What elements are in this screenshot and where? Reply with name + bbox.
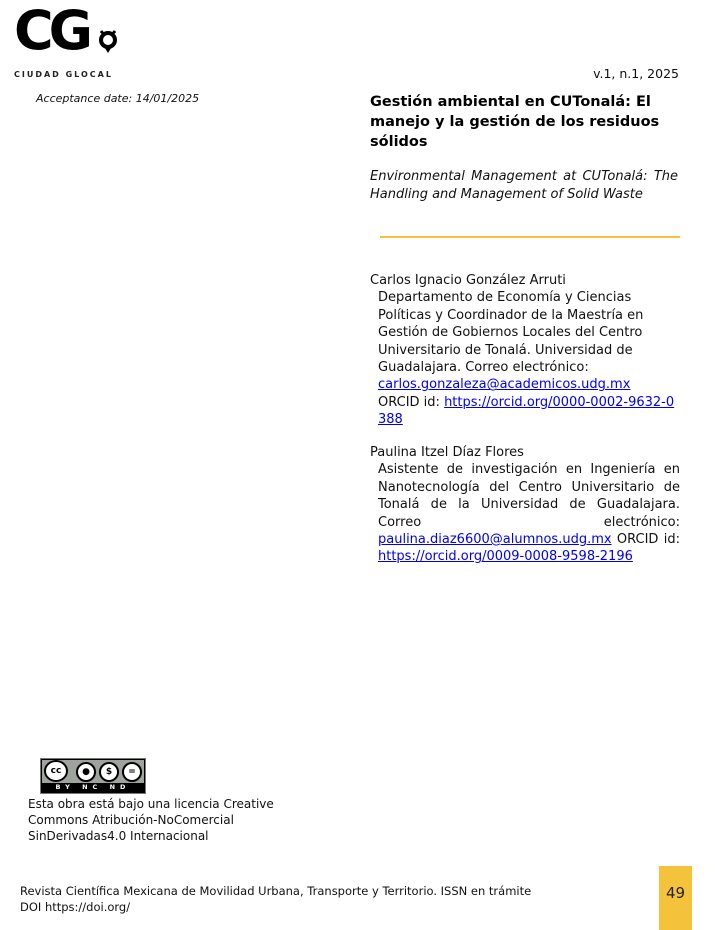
noderivatives-icon: = bbox=[122, 762, 142, 782]
author-email-link[interactable]: carlos.gonzaleza@academicos.udg.mx bbox=[378, 377, 631, 393]
orcid-link[interactable]: https://orcid.org/0009-0008-9598-2196 bbox=[378, 549, 633, 565]
license-text: Esta obra está bajo una licencia Creative Commons Atribución-NoComercial SinDerivadas4.0 Internacional bbox=[28, 797, 274, 843]
journal-logo: CG bbox=[14, 0, 88, 62]
affiliation-text: Departamento de Economía y Ciencias Políticas y Coordinador de la Maestría en Gestión de Gobiernos Locales del Centro Universitario de Tonalá. Universidad de Guadalajara. Correo electrónico: bbox=[378, 290, 644, 376]
orcid-link[interactable]: https://orcid.org/0000-0002-9632-0388 bbox=[378, 394, 675, 428]
author-name: Paulina Itzel Díaz Flores bbox=[370, 445, 524, 460]
author-block bbox=[370, 272, 680, 429]
page-number-box bbox=[659, 866, 692, 930]
footer bbox=[20, 884, 531, 915]
affiliation-text: Asistente de investigación en Ingeniería en Nanotecnología del Centro Universitario de Tonalá de la Universidad de Guadalajara. Correo electrónico: bbox=[378, 462, 680, 530]
license-badge-label: BY NC ND bbox=[55, 783, 131, 791]
author-affiliation bbox=[378, 289, 680, 428]
author-affiliation bbox=[378, 461, 680, 565]
page-number: 49 bbox=[665, 884, 686, 902]
location-pin-icon bbox=[97, 28, 119, 54]
volume-info: v.1, n.1, 2025 bbox=[593, 66, 679, 81]
author-block bbox=[370, 444, 680, 566]
acceptance-date: Acceptance date: 14/01/2025 bbox=[36, 92, 200, 105]
noncommercial-icon: $ bbox=[99, 762, 119, 782]
article-title-english: Environmental Management at CUTonalá: The Handling and Management of Solid Waste bbox=[370, 169, 678, 202]
title-divider bbox=[380, 236, 680, 238]
creative-commons-badge[interactable] bbox=[40, 758, 146, 794]
author-email-link[interactable]: paulina.diaz6600@alumnos.udg.mx bbox=[378, 532, 612, 548]
journal-name: Revista Científica Mexicana de Movilidad Urbana, Transporte y Territorio. ISSN en trámite bbox=[20, 884, 532, 898]
cc-icon: cc bbox=[44, 760, 68, 782]
article-title-spanish: Gestión ambiental en CUTonalá: El manejo y la gestión de los residuos sólidos bbox=[370, 94, 660, 150]
attribution-icon: ● bbox=[76, 762, 96, 782]
author-name: Carlos Ignacio González Arruti bbox=[370, 273, 566, 288]
orcid-label: ORCID id: bbox=[378, 394, 440, 410]
logo-subtitle: CIUDAD GLOCAL bbox=[14, 70, 113, 79]
orcid-label: ORCID id: bbox=[616, 532, 680, 548]
doi-text: DOI https://doi.org/ bbox=[20, 899, 131, 914]
